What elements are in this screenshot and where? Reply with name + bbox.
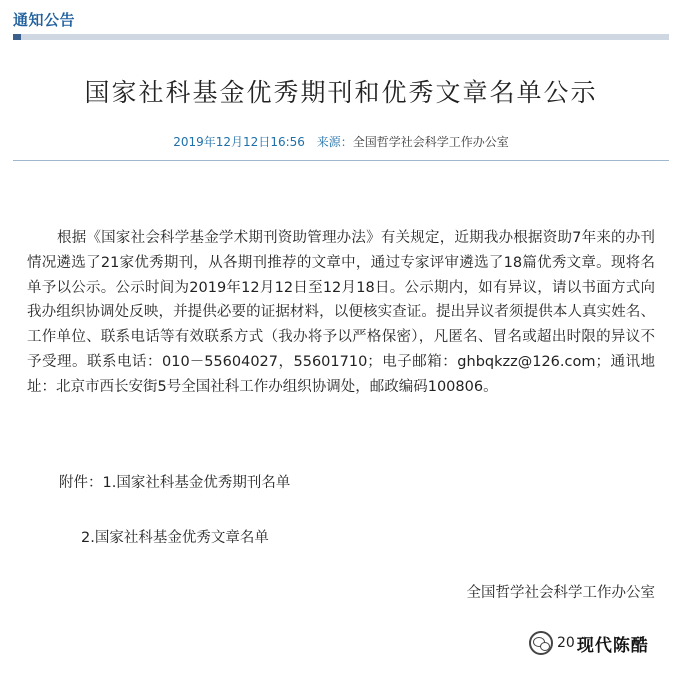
article-meta: [0, 133, 682, 150]
section-header: [0, 0, 682, 46]
watermark-text: 现代陈酷: [576, 635, 649, 656]
signature-date: 20: [557, 635, 575, 651]
section-divider: [13, 34, 669, 40]
publish-date: 2019年12月12日16:56: [173, 135, 305, 149]
source-label: 来源：: [316, 135, 353, 149]
wechat-icon: [529, 631, 553, 655]
source-name: 全国哲学社会科学工作办公室: [352, 135, 509, 149]
meta-divider: [13, 160, 669, 161]
section-title[interactable]: 通知公告: [13, 11, 76, 29]
article-title: 国家社科基金优秀期刊和优秀文章名单公示: [84, 78, 598, 107]
watermark: [529, 631, 649, 655]
signature: 全国哲学社会科学工作办公室: [466, 585, 655, 601]
article-body: 根据《国家社会科学基金学术期刊资助管理办法》有关规定，近期我办根据资助7年来的办刊情况遴选了21家优秀期刊，从各期刊推荐的文章中，通过专家评审遴选了18篇优秀文章。现将名单予以公示。公示时间为2019年12月12日至12月18日。公示期内，如有异议，请以书面方式向我办组织协调处反映，并提供必要的证据材料，以便核实查证。提出异议者须提供本人真实姓名、工作单位、联系电话等有效联系方式（我办将予以严格保密），凡匿名、冒名或超出时限的异议不予受理。联系电话：010－55604027，55601710；电子邮箱：ghbqkzz@126.com；通讯地址：北京市西长安街5号全国社科工作办组织协调处，邮政编码100806。: [27, 230, 655, 395]
attachment-link-articles: 2.国家社科基金优秀文章名单: [81, 530, 269, 546]
section-divider-accent: [13, 34, 21, 40]
attachment-link-journals: 附件：1.国家社科基金优秀期刊名单: [59, 475, 291, 491]
